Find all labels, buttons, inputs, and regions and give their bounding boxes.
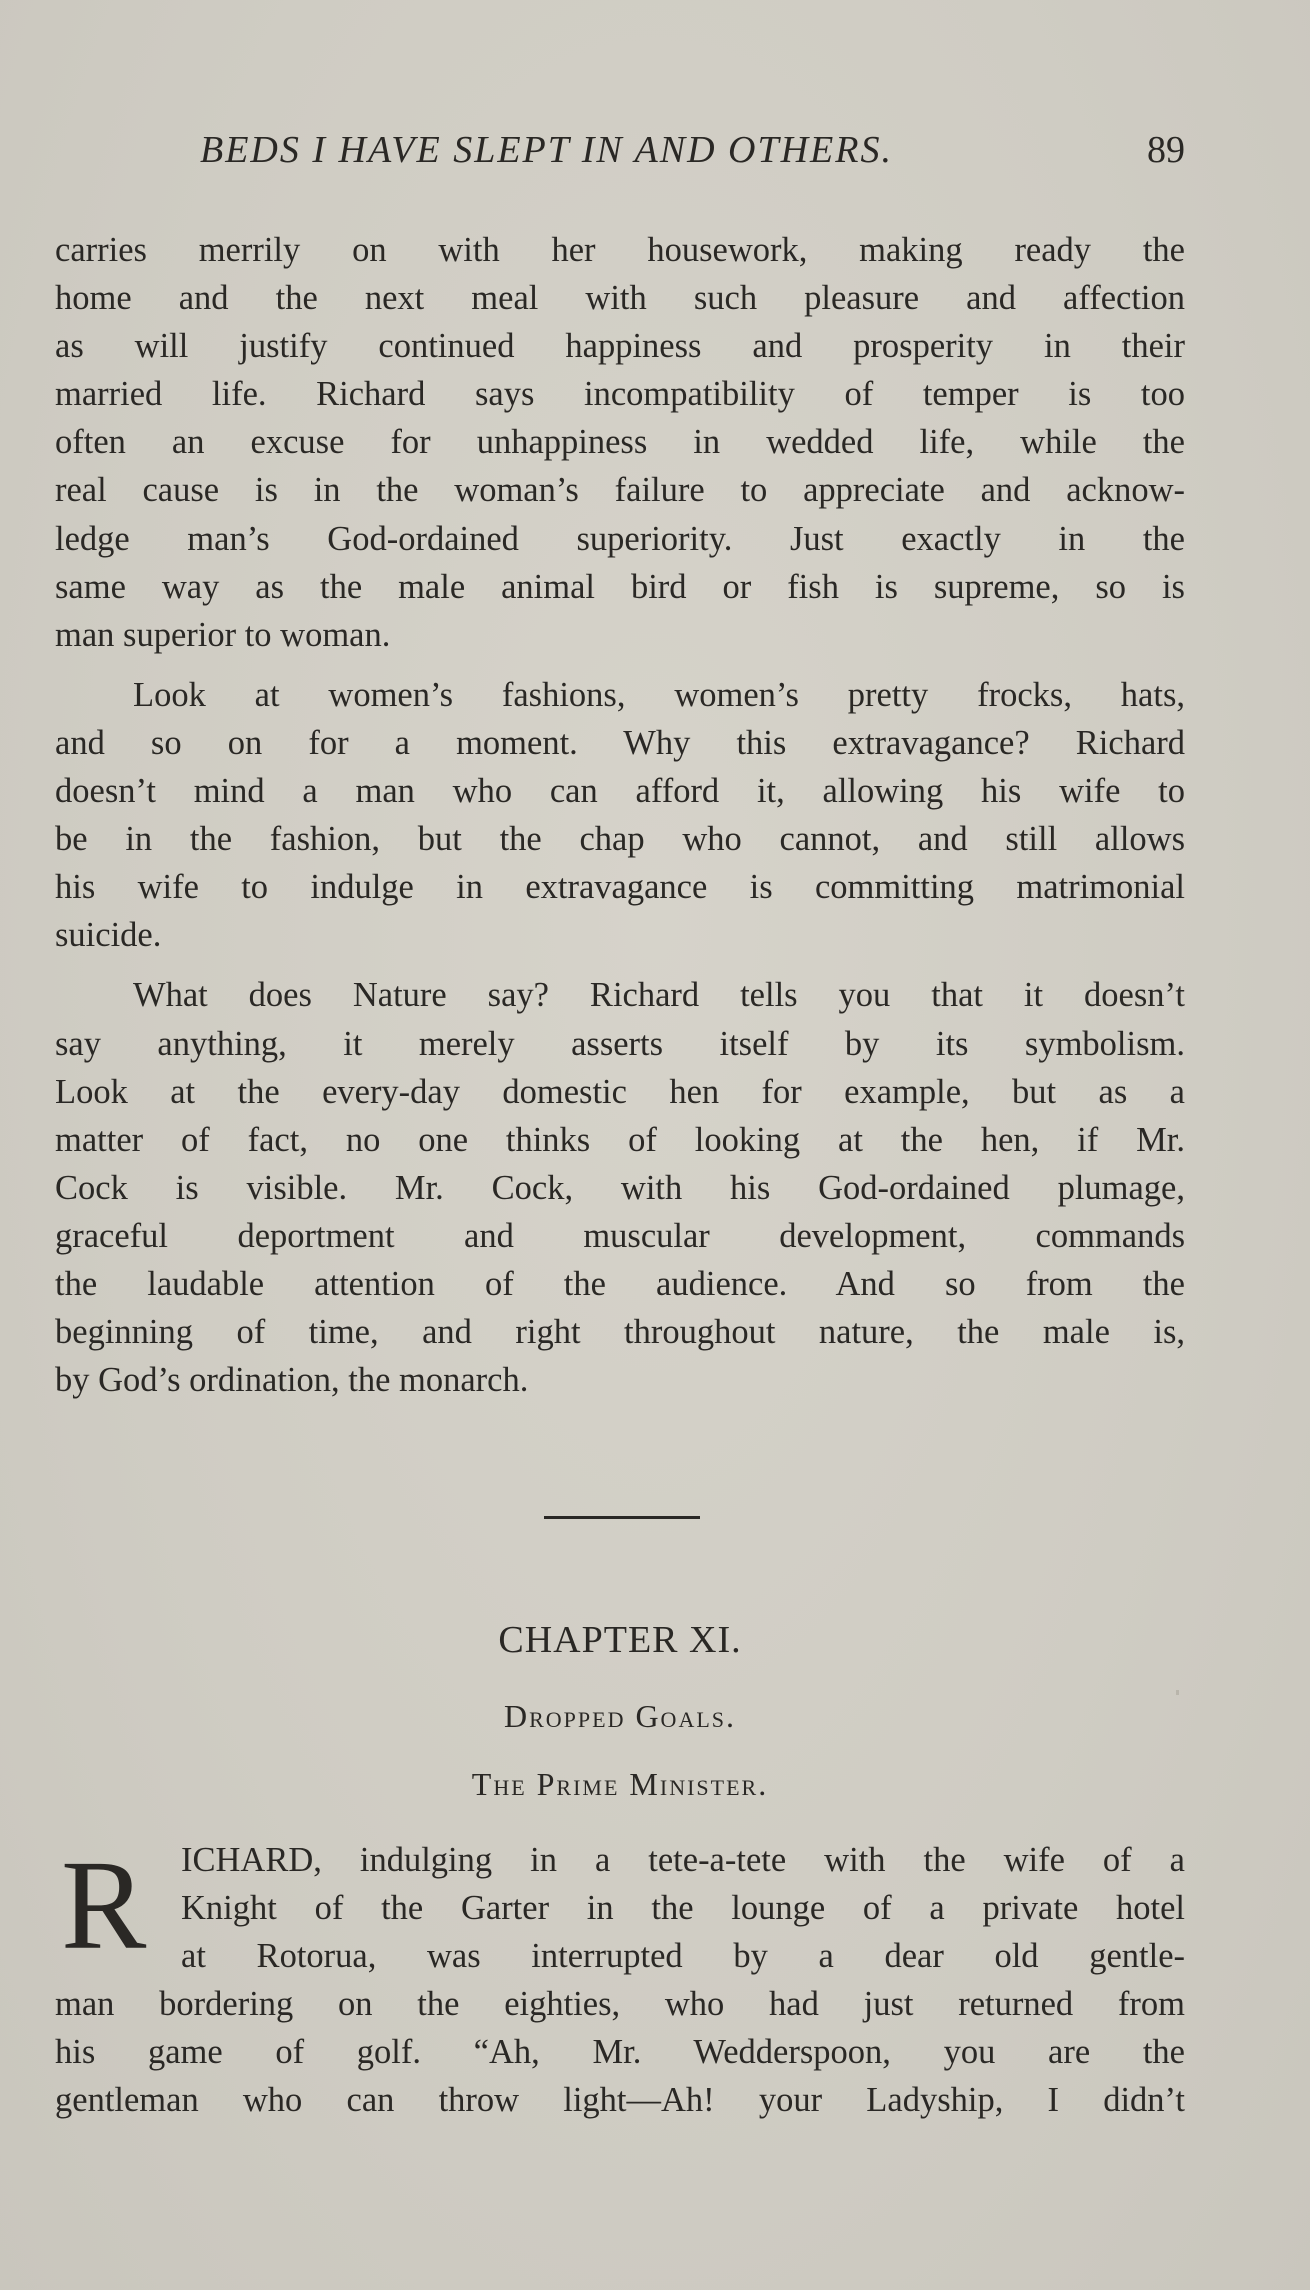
- text-line: suicide.: [55, 916, 162, 955]
- chapter-subtitle: Dropped Goals.: [503, 1698, 737, 1734]
- drop-cap: R: [61, 1834, 147, 1976]
- paper-speck: [1176, 1690, 1179, 1695]
- text-line: Look at women’s fashions, women’s pretty frocks, hats,: [133, 675, 1185, 714]
- text-line: ICHARD, indulging in a tete-a-tete with the wife of a: [181, 1841, 1185, 1879]
- text-line: home and the next meal with such pleasure and affection: [55, 279, 1185, 318]
- text-line: his game of golf. “Ah, Mr. Wedderspoon, you are the: [55, 2033, 1185, 2072]
- text-line: Cock is visible. Mr. Cock, with his God-ordained plumage,: [55, 1168, 1185, 1207]
- text-line: gentleman who can throw light—Ah! your Ladyship, I didn’t: [55, 2081, 1185, 2120]
- paragraph: [55, 671, 1185, 960]
- section-divider-rule: [544, 1516, 700, 1519]
- text-line: be in the fashion, but the chap who cannot, and still allows: [55, 820, 1185, 859]
- section-heading: The Prime Minister.: [471, 1766, 769, 1802]
- page-number: 89: [1147, 129, 1185, 171]
- text-line: matter of fact, no one thinks of looking at the hen, if Mr.: [55, 1120, 1185, 1159]
- text-line: Knight of the Garter in the lounge of a private hotel: [181, 1889, 1185, 1928]
- text-line: Look at the every-day domestic hen for example, but as a: [55, 1072, 1185, 1111]
- text-line: and so on for a moment. Why this extravagance? Richard: [55, 723, 1185, 762]
- text-line: same way as the male animal bird or fish is supreme, so is: [55, 567, 1185, 606]
- text-line: say anything, it merely asserts itself by its symbolism.: [55, 1024, 1185, 1063]
- text-line: his wife to indulge in extravagance is committing matrimonial: [55, 868, 1185, 907]
- text-line: man bordering on the eighties, who had just returned from: [55, 1985, 1185, 2024]
- body-text: [55, 226, 1185, 1404]
- text-line: carries merrily on with her housework, making ready the: [55, 231, 1185, 269]
- paragraph: [55, 226, 1185, 659]
- text-line: beginning of time, and right throughout nature, the male is,: [55, 1313, 1185, 1352]
- chapter-title: CHAPTER XI.: [498, 1619, 742, 1661]
- text-line: at Rotorua, was interrupted by a dear old gentle-: [181, 1937, 1185, 1976]
- text-line: real cause is in the woman’s failure to appreciate and acknow-: [55, 471, 1185, 510]
- text-line: married life. Richard says incompatibility of temper is too: [55, 375, 1185, 414]
- text-line: doesn’t mind a man who can afford it, allowing his wife to: [55, 772, 1185, 811]
- paragraph: [55, 971, 1185, 1404]
- text-line: What does Nature say? Richard tells you that it doesn’t: [133, 976, 1185, 1015]
- text-line: the laudable attention of the audience. And so from the: [55, 1264, 1185, 1303]
- text-line: man superior to woman.: [55, 615, 391, 654]
- running-title: BEDS I HAVE SLEPT IN AND OTHERS.: [200, 129, 893, 171]
- text-line: often an excuse for unhappiness in wedded life, while the: [55, 423, 1185, 462]
- running-header: [55, 128, 1185, 188]
- chapter-body: [55, 1836, 1185, 2125]
- text-line: graceful deportment and muscular development, commands: [55, 1216, 1185, 1255]
- text-line: ledge man’s God-ordained superiority. Just exactly in the: [55, 519, 1185, 558]
- text-line: by God’s ordination, the monarch.: [55, 1361, 529, 1400]
- text-line: as will justify continued happiness and prosperity in their: [55, 327, 1185, 366]
